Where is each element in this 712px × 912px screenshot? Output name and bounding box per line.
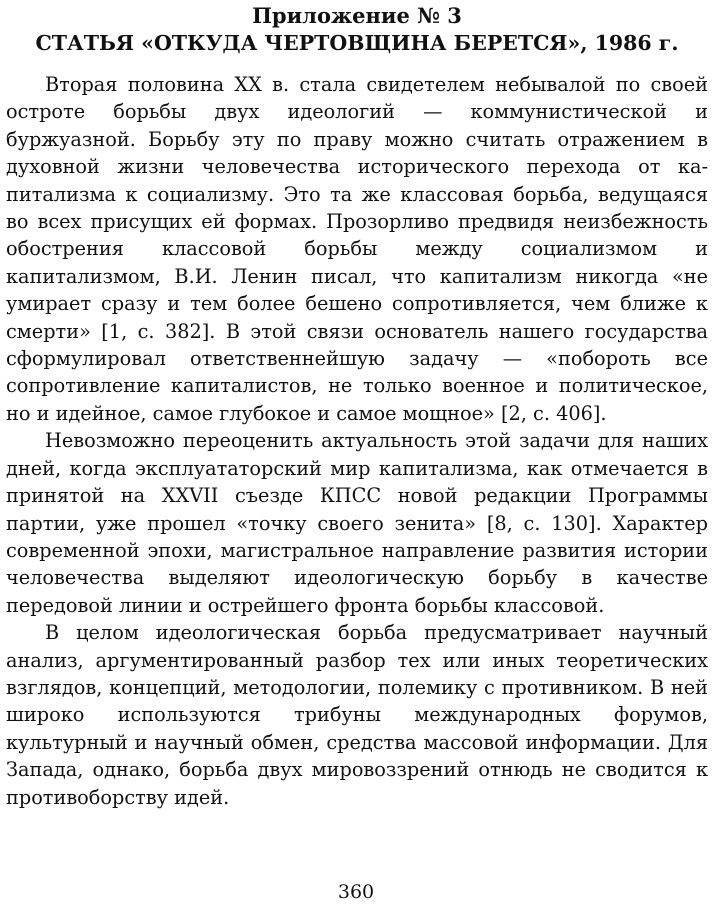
paragraph-3: В целом идеологическая борьба предусматривает научный анализ, аргументированный разбор тех или иных теоретических взглядов, концепций, методологии, полемику с противником. В ней широко используются трибуны международных форумов, культурный и научный обмен, средства массовой информации. Для Запада, однако, борьба двух мировоззрений отнюдь не сводится к противоборству идей. (6, 621, 708, 809)
article-title: СТАТЬЯ «ОТКУДА ЧЕРТОВЩИНА БЕРЕТСЯ», 1986 г. (35, 31, 679, 55)
paragraph-2: Невозможно переоценить актуальность этой задачи для наших дней, когда эксплуататорский мир капитализма, как отмечается в принятой на XXVII съезде КПСС новой редакции Программы партии, уже прошел «точку своего зенита» [8, с. 130]. Характер современной эпохи, магистральное направление развития истории человечества выделяют идеологическую борьбу в качестве передовой линии и острейшего фронта борьбы классовой. (6, 429, 708, 617)
paragraph-1: Вторая половина XX в. стала свидетелем небывалой по своей остроте борьбы двух идеологий — коммунистической и буржуазной. Борьбу эту по праву можно считать отражением в духовной жизни человечества исторического перехода от ка-питализма к социализму. Это та же классовая борьба, ведущаяся во всех присущих ей формах. Прозорливо предвидя неизбежность обострения классовой борьбы между социализмом и капитализмом, В.И. Ленин писал, что капитализм никогда «не умирает сразу и тем более бешено сопротивляется, чем ближе к смерти» [1, с. 382]. В этой связи основатель нашего государства сформулировал ответственнейшую задачу — «побороть все сопротивление капиталистов, не только военное и политическое, но и идейное, самое глубокое и самое мощное» [2, с. 406]. (6, 73, 708, 425)
page-number: 360 (337, 881, 375, 903)
book-page (6, 2, 708, 811)
appendix-label: Приложение № 3 (252, 3, 462, 28)
